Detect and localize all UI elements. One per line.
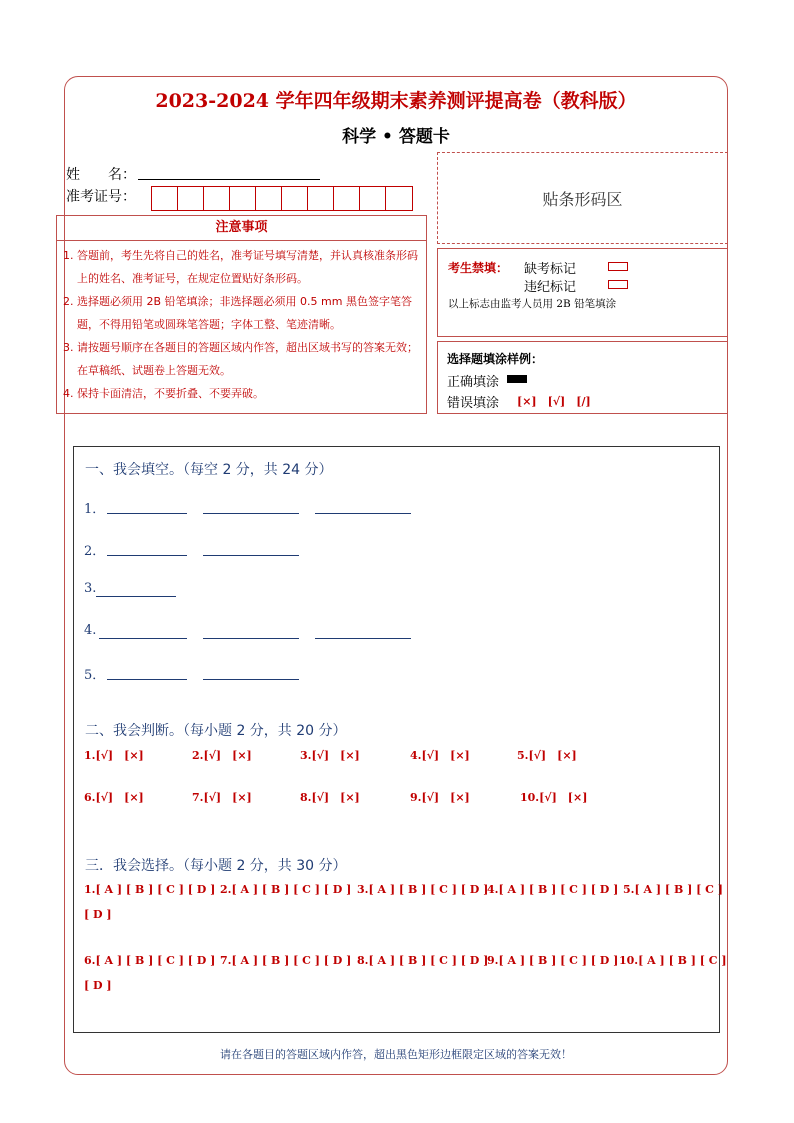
question-number: 4.: [84, 623, 97, 638]
id-label: 准考证号：: [66, 189, 136, 205]
choice-option[interactable]: 10.[ A ] [ B ] [ C ]: [619, 954, 727, 967]
answer-blank[interactable]: [107, 554, 187, 556]
choice-option-wrap[interactable]: [ D ]: [84, 908, 112, 921]
answer-blank[interactable]: [96, 595, 176, 597]
answer-blank[interactable]: [315, 637, 411, 639]
judge-option[interactable]: 9.[√] [×]: [410, 791, 470, 804]
wrong-fill-samples: [×] [√] [/]: [517, 395, 591, 408]
notice-box: [56, 215, 427, 414]
answer-blank[interactable]: [315, 512, 411, 514]
violation-label: 违纪标记: [524, 280, 577, 295]
id-number-boxes[interactable]: [151, 186, 413, 211]
wrong-fill-label: 错误填涂: [447, 396, 500, 411]
judge-option[interactable]: 1.[√] [×]: [84, 749, 144, 762]
answer-blank[interactable]: [107, 678, 187, 680]
judge-option[interactable]: 2.[√] [×]: [192, 749, 252, 762]
choice-option[interactable]: 7.[ A ] [ B ] [ C ] [ D ]: [220, 954, 352, 967]
question-number: 2．: [84, 544, 106, 559]
choice-option[interactable]: 5.[ A ] [ B ] [ C ]: [623, 883, 723, 896]
answer-blank[interactable]: [107, 512, 187, 514]
section-fill-title: 一、我会填空。（每空 2 分，共 24 分）: [85, 462, 333, 478]
judge-option[interactable]: 6.[√] [×]: [84, 791, 144, 804]
answer-blank[interactable]: [203, 554, 299, 556]
judge-option[interactable]: 5.[√] [×]: [517, 749, 577, 762]
answer-area: [73, 446, 727, 1033]
choice-option[interactable]: 4.[ A ] [ B ] [ C ] [ D ]: [487, 883, 619, 896]
forbid-label: 考生禁填：: [448, 261, 509, 275]
violation-mark-box[interactable]: [608, 280, 628, 289]
answer-blank[interactable]: [203, 678, 299, 680]
notice-item: 2. 选择题必须用 2B 铅笔填涂；非选择题必须用 0.5 mm 黑色签字笔答题，不得用铅笔或圆珠笔答题；字体工整、笔迹清晰。: [63, 295, 412, 331]
notice-item: 4. 保持卡面清洁，不要折叠、不要弄破。: [63, 387, 264, 400]
answer-blank[interactable]: [203, 512, 299, 514]
answer-blank[interactable]: [203, 637, 299, 639]
judge-option[interactable]: 10.[√] [×]: [520, 791, 588, 804]
footer-note: 请在各题目的答题区域内作答，超出黑色矩形边框限定区域的答案无效！: [220, 1048, 572, 1061]
notice-item: 1. 答题前，考生先将自己的姓名，准考证号填写清楚，并认真核准条形码上的姓名、准考证号，在规定位置贴好条形码。: [63, 249, 418, 285]
choice-option[interactable]: 8.[ A ] [ B ] [ C ] [ D ]: [357, 954, 489, 967]
question-number: 1．: [84, 502, 106, 517]
examinee-forbidden-box: [437, 248, 728, 337]
barcode-area: 贴条形码区: [437, 152, 728, 244]
judge-option[interactable]: 7.[√] [×]: [192, 791, 252, 804]
choice-option-wrap[interactable]: [ D ]: [84, 979, 112, 992]
choice-option[interactable]: 1.[ A ] [ B ] [ C ] [ D ]: [84, 883, 216, 896]
absent-label: 缺考标记: [524, 262, 577, 277]
name-label: 姓 名：: [66, 167, 136, 183]
notice-heading: 注意事项: [57, 216, 426, 241]
page-title: 2023-2024 学年四年级期末素养测评提高卷（教科版）: [155, 90, 637, 112]
absent-mark-box[interactable]: [608, 262, 628, 271]
page-subtitle: 科学 • 答题卡: [342, 127, 450, 147]
correct-fill-sample: [507, 375, 527, 383]
judge-option[interactable]: 4.[√] [×]: [410, 749, 470, 762]
judge-option[interactable]: 8.[√] [×]: [300, 791, 360, 804]
choice-option[interactable]: 3.[ A ] [ B ] [ C ] [ D ]: [357, 883, 489, 896]
choice-option[interactable]: 6.[ A ] [ B ] [ C ] [ D ]: [84, 954, 216, 967]
choice-option[interactable]: 2.[ A ] [ B ] [ C ] [ D ]: [220, 883, 352, 896]
judge-option[interactable]: 3.[√] [×]: [300, 749, 360, 762]
notice-item: 3. 请按题号顺序在各题目的答题区域内作答，超出区域书写的答案无效；在草稿纸、试题卷上答题无效。: [63, 341, 418, 377]
sample-label: 选择题填涂样例：: [447, 352, 544, 366]
choice-option[interactable]: 9.[ A ] [ B ] [ C ] [ D ]: [487, 954, 619, 967]
forbid-note: 以上标志由监考人员用 2B 铅笔填涂: [448, 298, 617, 310]
answer-blank[interactable]: [99, 637, 187, 639]
section-judge-title: 二、我会判断。（每小题 2 分，共 20 分）: [85, 723, 347, 739]
correct-fill-label: 正确填涂: [447, 375, 500, 390]
section-choice-title: 三．我会选择。（每小题 2 分，共 30 分）: [85, 858, 347, 874]
question-number: 3.: [84, 581, 97, 596]
name-field[interactable]: [138, 178, 320, 180]
fill-sample-box: [437, 341, 728, 414]
question-number: 5．: [84, 668, 106, 683]
